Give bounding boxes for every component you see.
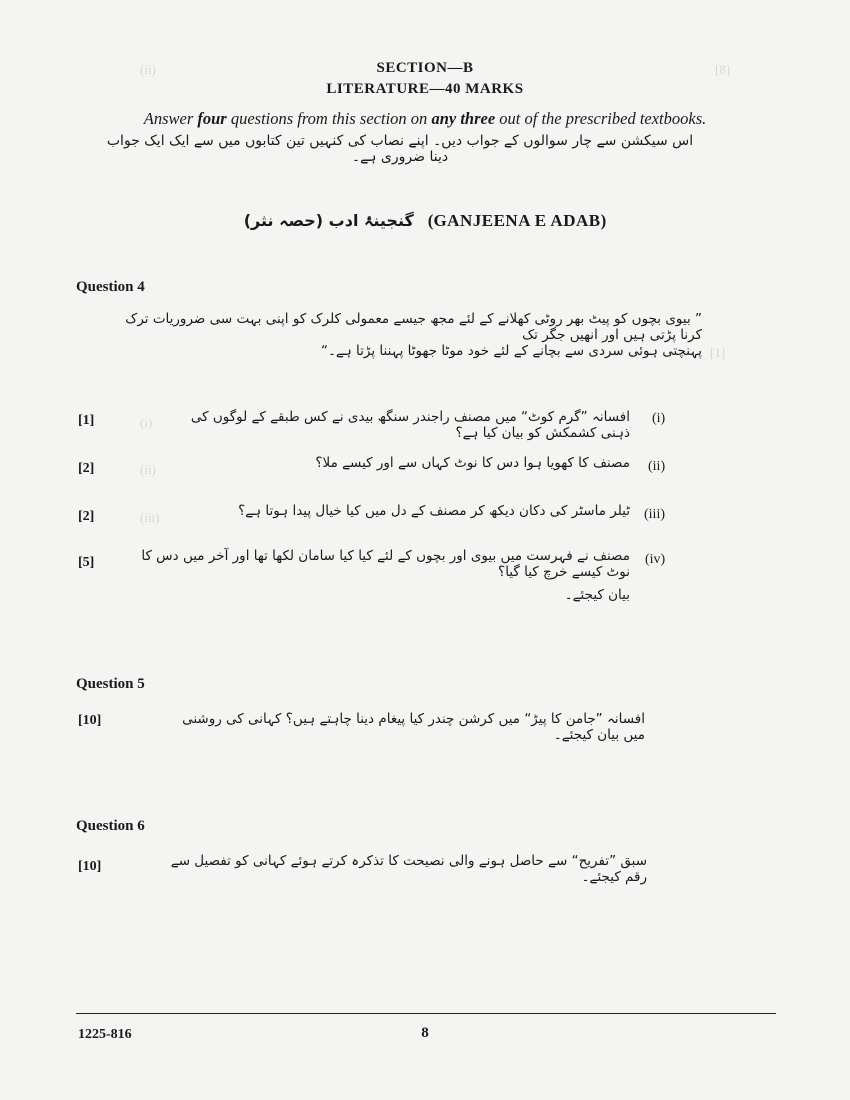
sub-question-text: ٹیلر ماسٹر کی دکان دیکھ کر مصنف کے دل میں کیا خیال پیدا ہوتا ہے؟ [238,503,630,519]
marks: [2] [78,461,95,476]
page-number: 8 [421,1025,429,1041]
question-5-label: Question 5 [76,676,145,692]
book-title-english: (GANJEENA E ADAB) [427,211,607,230]
bleed-through-text: (i) [140,415,153,430]
bleed-through-text: (iii) [140,510,160,525]
sub-question-number: (ii) [648,459,666,474]
book-title-urdu: گنجینۂ ادب (حصہ نثر) [243,211,414,230]
bleed-through-text: [8] [715,62,731,77]
question-4-label: Question 4 [76,279,145,295]
footer-divider [76,1013,776,1014]
marks: [5] [78,555,95,570]
sub-question-number: (iii) [644,507,665,522]
bleed-through-text: [1] [710,345,726,360]
question-4-passage-line-1: ” بیوی بچوں کو پیٹ بھر روٹی کھلانے کے لئے مجھ جیسے معمولی کلرک کو اپنی بہت سی ضروریات ترک کرنا پڑتی ہیں اور انھیں جگر تک [125,311,702,343]
sub-question-text: افسانہ ”گرم کوٹ“ میں مصنف راجندر سنگھ بیدی نے کس طبقے کے لوگوں کی ذہنی کشمکش کو بیان کیا ہے؟ [190,409,630,441]
marks: [10] [78,859,102,874]
instruction-english: Answer four questions from this section on any three out of the prescribed textbooks. [143,109,707,128]
bleed-through-text: (ii) [140,62,156,77]
sub-question-number: (iv) [645,552,666,567]
sub-question-text: مصنف نے فہرست میں بیوی اور بچوں کے لئے کیا کیا سامان لکھا تھا اور آخر میں دس کا نوٹ کیسے خرچ کیا گیا؟ [141,548,630,580]
question-6-label: Question 6 [76,818,145,834]
question-4-passage-line-2: پہنچتی ہوئی سردی سے بچانے کے لئے خود موٹا جھوٹا پہننا پڑتا ہے۔“ [321,343,702,359]
sub-question-number: (i) [652,411,666,426]
sub-question-text-continued: بیان کیجئے۔ [564,587,630,603]
section-title: SECTION—B [376,60,474,76]
marks: [1] [78,413,95,428]
bleed-through-text: (ii) [140,462,156,477]
instruction-urdu: اس سیکشن سے چار سوالوں کے جواب دیں۔ اپنے نصاب کی کنہیں تین کتابوں میں سے ایک ایک جواب دینا ضروری ہے۔ [106,133,694,165]
sub-question-text: مصنف کا کھویا ہوا دس کا نوٹ کہاں سے اور کیسے ملا؟ [315,455,630,471]
book-title [0,211,850,231]
marks: [2] [78,509,95,524]
question-6-text: سبق ”تفریح“ سے حاصل ہونے والی نصیحت کا تذکرہ کرتے ہوئے کہانی کو تفصیل سے رقم کیجئے۔ [170,853,647,885]
section-subtitle: LITERATURE—40 MARKS [326,81,524,97]
paper-code: 1225-816 [78,1027,132,1042]
question-5-text: افسانہ ”جامن کا پیڑ“ میں کرشن چندر کیا پیغام دینا چاہتے ہیں؟ کہانی کی روشنی میں بیان کیجئے۔ [182,711,645,743]
marks: [10] [78,713,102,728]
